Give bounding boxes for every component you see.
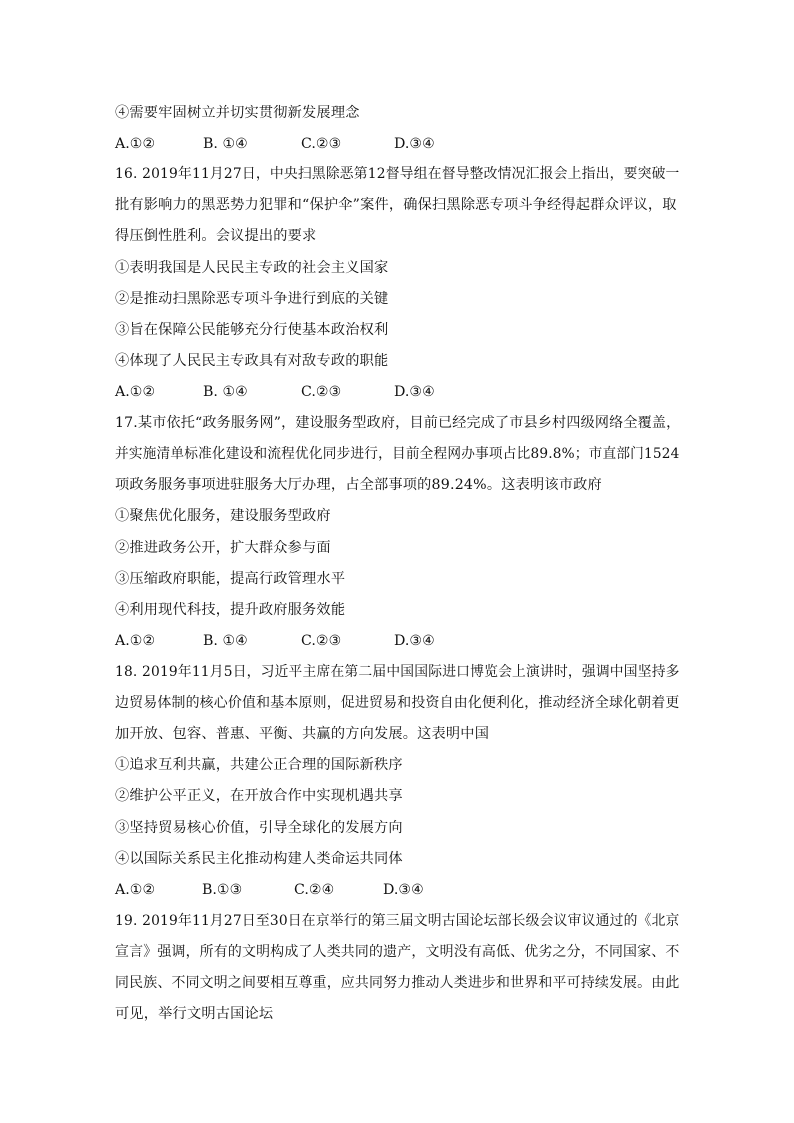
q19-stem: 同民族、不同文明之间要相互尊重，应共同努力推动人类进步和世界和平可持续发展。由此	[115, 975, 680, 991]
q17-option-4: ④利用现代科技，提升政府服务效能	[115, 602, 346, 618]
q17-option-3: ③压缩政府职能，提高行政管理水平	[115, 571, 346, 587]
q19-stem: 19. 2019年11月27日至30日在京举行的第三届文明古国论坛部长级会议审议通过的《北京	[115, 913, 680, 929]
q16-stem: 16. 2019年11月27日，中央扫黑除恶第12督导组在督导整改情况汇报会上指出，要突破一	[115, 166, 680, 182]
q18-stem: 加开放、包容、普惠、平衡、共赢的方向发展。这表明中国	[115, 726, 490, 742]
choice-b: B.①③	[202, 882, 243, 898]
choice-c: C.②④	[294, 882, 335, 898]
q17-option-1: ①聚焦优化服务，建设服务型政府	[115, 508, 331, 524]
choice-d: D.③④	[394, 633, 435, 649]
choice-b: B. ①④	[203, 384, 248, 400]
choice-b: B. ①④	[203, 633, 248, 649]
q17-stem: 17.某市依托“政务服务网”，建设服务型政府，目前已经完成了市县乡村四级网络全覆盖，	[115, 415, 681, 431]
choice-a: A.①②	[115, 136, 156, 152]
choice-d: D.③④	[383, 882, 424, 898]
q17-stem: 并实施清单标准化建设和流程优化同步进行，目前全程网办事项占比89.8%；市直部门1524	[115, 446, 680, 462]
choice-c: C.②③	[301, 384, 342, 400]
q18-option-2: ②维护公平正义，在开放合作中实现机遇共享	[115, 788, 403, 804]
q17-stem: 项政务服务事项进驻服务大厅办理，占全部事项的89.24%。这表明该市政府	[115, 477, 602, 493]
q18-option-3: ③坚持贸易核心价值，引导全球化的发展方向	[115, 820, 403, 836]
q16-stem: 批有影响力的黑恶势力犯罪和“保护伞”案件，确保扫黑除恶专项斗争经得起群众评议，取	[115, 197, 677, 213]
q17-option-2: ②推进政务公开，扩大群众参与面	[115, 540, 331, 556]
q16-option-4: ④体现了人民民主专政具有对敌专政的职能	[115, 353, 389, 369]
q19-stem: 宣言》强调，所有的文明构成了人类共同的遗产，文明没有高低、优劣之分，不同国家、不	[115, 944, 680, 960]
q18-option-4: ④以国际关系民主化推动构建人类命运共同体	[115, 851, 403, 867]
q18-stem: 18. 2019年11月5日，习近平主席在第二届中国国际进口博览会上演讲时，强调中国坚持多	[115, 664, 680, 680]
q19-stem: 可见，举行文明古国论坛	[115, 1006, 274, 1022]
q16-stem: 得压倒性胜利。会议提出的要求	[115, 228, 317, 244]
choice-a: A.①②	[115, 882, 156, 898]
choice-b: B. ①④	[203, 136, 248, 152]
choice-c: C.②③	[301, 633, 342, 649]
q15-option-4: ④需要牢固树立并切实贯彻新发展理念	[115, 105, 360, 121]
q16-option-2: ②是推动扫黑除恶专项斗争进行到底的关键	[115, 291, 389, 307]
choice-d: D.③④	[394, 136, 435, 152]
choice-c: C.②③	[301, 136, 342, 152]
choice-a: A.①②	[115, 633, 156, 649]
q18-stem: 边贸易体制的核心价值和基本原则，促进贸易和投资自由化便利化，推动经济全球化朝着更	[115, 695, 680, 711]
choice-a: A.①②	[115, 384, 156, 400]
choice-d: D.③④	[394, 384, 435, 400]
q18-option-1: ①追求互利共赢，共建公正合理的国际新秩序	[115, 757, 403, 773]
q16-option-3: ③旨在保障公民能够充分行使基本政治权利	[115, 322, 389, 338]
q16-option-1: ①表明我国是人民民主专政的社会主义国家	[115, 260, 389, 276]
